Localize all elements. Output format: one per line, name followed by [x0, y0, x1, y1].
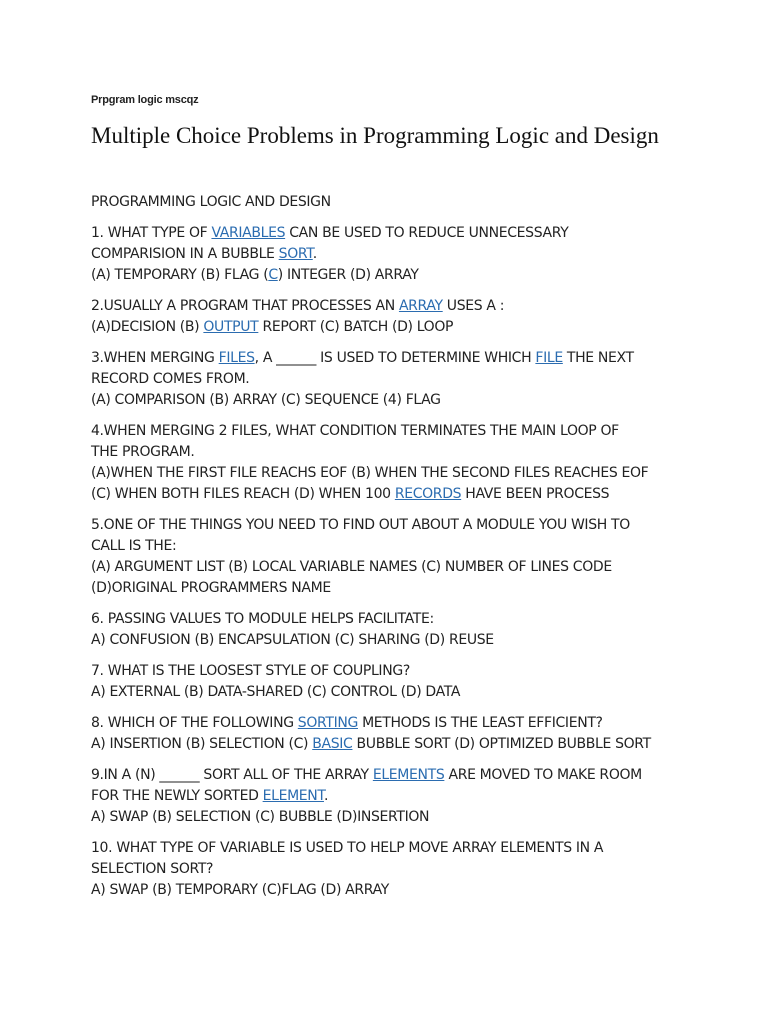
question-text: CALL IS THE:: [91, 538, 177, 554]
question-text: THE PROGRAM.: [91, 444, 195, 460]
question-line: [91, 880, 691, 901]
question-line: [91, 348, 691, 369]
question-line: [91, 369, 691, 390]
keyword-link[interactable]: FILE: [535, 350, 563, 366]
question-text: THE NEXT: [562, 350, 634, 366]
question-line: [91, 734, 691, 755]
question-text: 3.WHEN MERGING: [91, 350, 219, 366]
question-text: 1. WHAT TYPE OF: [91, 225, 212, 241]
question-line: [91, 630, 691, 651]
keyword-link[interactable]: FILES: [218, 350, 255, 366]
question-text: 5.ONE OF THE THINGS YOU NEED TO FIND OUT ABOUT A MODULE YOU WISH TO: [91, 517, 630, 533]
question-6: [91, 609, 691, 651]
question-line: [91, 807, 691, 828]
question-line: [91, 515, 691, 536]
question-4: [91, 421, 691, 505]
question-line: [91, 265, 691, 286]
question-line: [91, 223, 691, 244]
question-text: 9.IN A (N) ______ SORT ALL OF THE ARRAY: [91, 767, 373, 783]
question-text: (A) ARGUMENT LIST (B) LOCAL VARIABLE NAMES (C) NUMBER OF LINES CODE: [91, 559, 612, 575]
question-text: (D)ORIGINAL PROGRAMMERS NAME: [91, 580, 331, 596]
keyword-link[interactable]: BASIC: [312, 736, 353, 752]
question-text: (A) TEMPORARY (B) FLAG (: [91, 267, 269, 283]
keyword-link[interactable]: ELEMENT: [262, 788, 324, 804]
document-title: Multiple Choice Problems in Programming Logic and Design: [91, 123, 659, 148]
keyword-link[interactable]: VARIABLES: [211, 225, 286, 241]
question-text: 8. WHICH OF THE FOLLOWING: [91, 715, 298, 731]
question-2: [91, 296, 691, 338]
question-7: [91, 661, 691, 703]
question-text: 2.USUALLY A PROGRAM THAT PROCESSES AN: [91, 298, 399, 314]
question-line: [91, 765, 691, 786]
question-text: 7. WHAT IS THE LOOSEST STYLE OF COUPLING?: [91, 663, 410, 679]
question-text: FOR THE NEWLY SORTED: [91, 788, 263, 804]
question-9: [91, 765, 691, 828]
question-text: 10. WHAT TYPE OF VARIABLE IS USED TO HELP MOVE ARRAY ELEMENTS IN A: [91, 840, 604, 856]
question-text: ARE MOVED TO MAKE ROOM: [444, 767, 642, 783]
question-line: [91, 536, 691, 557]
question-text: A) SWAP (B) TEMPORARY (C)FLAG (D) ARRAY: [91, 882, 389, 898]
question-text: BUBBLE SORT (D) OPTIMIZED BUBBLE SORT: [352, 736, 651, 752]
question-8: [91, 713, 691, 755]
question-line: [91, 317, 691, 338]
question-text: (C) WHEN BOTH FILES REACH (D) WHEN 100: [91, 486, 395, 502]
question-text: A) SWAP (B) SELECTION (C) BUBBLE (D)INSERTION: [91, 809, 430, 825]
keyword-link[interactable]: C: [268, 267, 278, 283]
question-line: [91, 609, 691, 630]
question-text: .: [312, 246, 317, 262]
question-line: [91, 838, 691, 859]
question-text: , A ______ IS USED TO DETERMINE WHICH: [254, 350, 536, 366]
question-5: [91, 515, 691, 599]
question-text: USES A :: [442, 298, 505, 314]
question-3: [91, 348, 691, 411]
keyword-link[interactable]: RECORDS: [394, 486, 462, 502]
question-line: [91, 557, 691, 578]
question-text: A) CONFUSION (B) ENCAPSULATION (C) SHARING (D) REUSE: [91, 632, 494, 648]
question-text: CAN BE USED TO REDUCE UNNECESSARY: [285, 225, 569, 241]
question-line: [91, 578, 691, 599]
question-text: A) INSERTION (B) SELECTION (C): [91, 736, 313, 752]
question-line: [91, 786, 691, 807]
question-text: (A)DECISION (B): [91, 319, 204, 335]
question-text: A) EXTERNAL (B) DATA-SHARED (C) CONTROL (D) DATA: [91, 684, 461, 700]
question-10: [91, 838, 691, 901]
keyword-link[interactable]: SORT: [278, 246, 313, 262]
question-line: [91, 296, 691, 317]
keyword-link[interactable]: ARRAY: [398, 298, 443, 314]
question-line: [91, 661, 691, 682]
question-text: REPORT (C) BATCH (D) LOOP: [258, 319, 454, 335]
section-heading: PROGRAMMING LOGIC AND DESIGN: [91, 194, 331, 210]
keyword-link[interactable]: OUTPUT: [203, 319, 259, 335]
question-text: ) INTEGER (D) ARRAY: [277, 267, 419, 283]
question-text: RECORD COMES FROM.: [91, 371, 250, 387]
question-line: [91, 421, 691, 442]
question-line: [91, 390, 691, 411]
question-text: (A) COMPARISON (B) ARRAY (C) SEQUENCE (4) FLAG: [91, 392, 441, 408]
question-text: COMPARISION IN A BUBBLE: [91, 246, 279, 262]
question-line: [91, 682, 691, 703]
question-text: SELECTION SORT?: [91, 861, 214, 877]
keyword-link[interactable]: ELEMENTS: [372, 767, 445, 783]
question-text: .: [323, 788, 329, 804]
question-text: (A)WHEN THE FIRST FILE REACHS EOF (B) WHEN THE SECOND FILES REACHES EOF: [91, 465, 649, 481]
question-line: [91, 713, 691, 734]
question-text: HAVE BEEN PROCESS: [461, 486, 610, 502]
question-line: [91, 484, 691, 505]
question-line: [91, 442, 691, 463]
question-line: [91, 859, 691, 880]
question-1: [91, 223, 691, 286]
keyword-link[interactable]: SORTING: [297, 715, 358, 731]
question-list: [91, 223, 691, 911]
question-line: [91, 463, 691, 484]
question-line: [91, 244, 691, 265]
document-label: Prpgram logic mscqz: [91, 94, 199, 106]
question-text: 4.WHEN MERGING 2 FILES, WHAT CONDITION TERMINATES THE MAIN LOOP OF: [91, 423, 619, 439]
question-text: METHODS IS THE LEAST EFFICIENT?: [357, 715, 603, 731]
question-text: 6. PASSING VALUES TO MODULE HELPS FACILITATE:: [91, 611, 434, 627]
